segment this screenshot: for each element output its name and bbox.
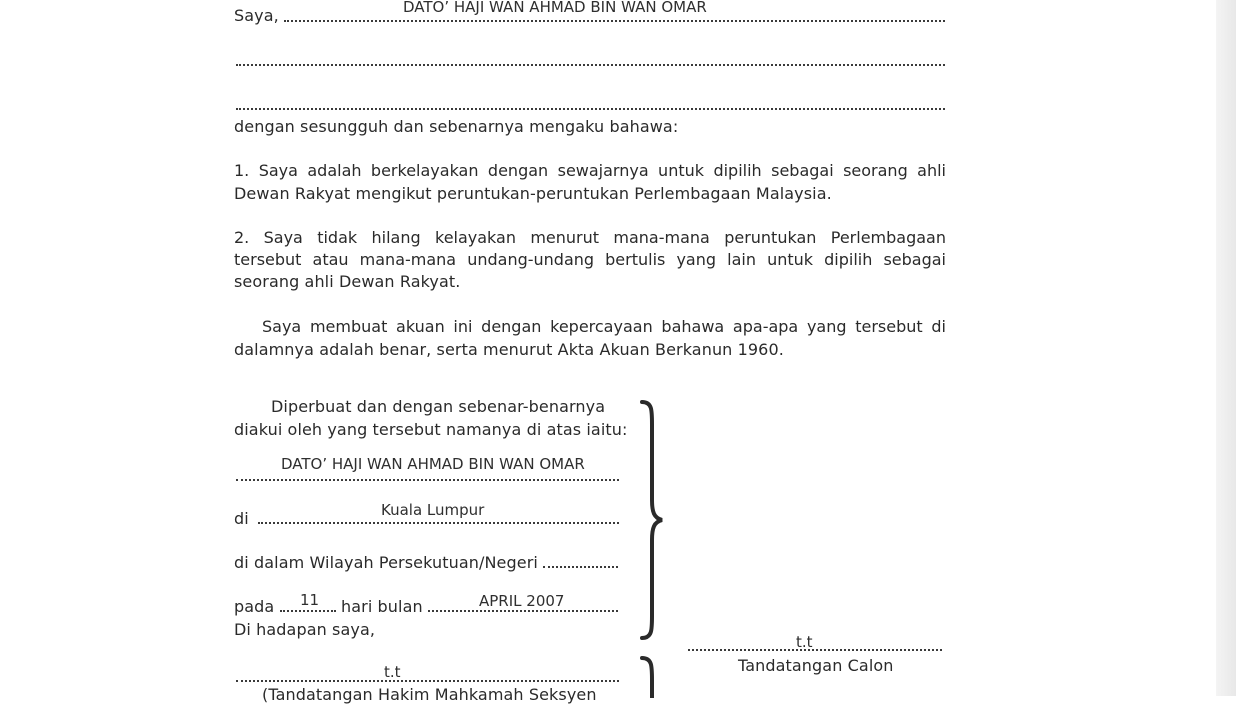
hari-bulan-label: hari bulan — [341, 597, 423, 616]
before-me-label: Di hadapan saya, — [234, 620, 376, 639]
judge-caption: (Tandatangan Hakim Mahkamah Seksyen — [262, 685, 597, 704]
month-dotted-line — [428, 610, 618, 612]
name-dotted-line — [284, 20, 945, 22]
page-edge-shadow — [1216, 0, 1236, 696]
address-dotted-line-2 — [236, 108, 945, 110]
point-2-line-3: seorang ahli Dewan Rakyat. — [234, 272, 461, 291]
pada-label: pada — [234, 597, 275, 616]
closing-line-2: dalamnya adalah benar, serta menurut Akta Akuan Berkanun 1960. — [234, 340, 784, 359]
place-dotted-line — [258, 522, 619, 524]
judge-signature-line — [236, 680, 619, 682]
month-year-filled: APRIL 2007 — [479, 592, 565, 610]
made-line-1: Diperbuat dan dengan sebenar-benarnya — [271, 397, 606, 416]
solemn-declaration-line: dengan sesungguh dan sebenarnya mengaku bahawa: — [234, 117, 679, 136]
declarant-name: DATO’ HAJI WAN AHMAD BIN WAN OMAR — [403, 0, 707, 16]
judge-signed: t.t — [384, 663, 401, 681]
point-1-line-1: 1. Saya adalah berkelayakan dengan sewajarnya untuk dipilih sebagai seorang ahli — [234, 161, 946, 180]
candidate-signed: t.t — [796, 633, 813, 651]
point-2-line-1: 2. Saya tidak hilang kelayakan menurut mana-mana peruntukan Perlembagaan — [234, 228, 946, 247]
place-filled: Kuala Lumpur — [381, 501, 485, 519]
state-dotted-line — [543, 566, 618, 568]
di-label: di — [234, 509, 249, 528]
address-dotted-line-1 — [236, 64, 945, 66]
made-line-2: diakui oleh yang tersebut namanya di atas iaitu: — [234, 420, 628, 439]
point-2-line-2: tersebut atau mana-mana undang-undang bertulis yang lain untuk dipilih sebagai — [234, 250, 946, 269]
point-1-line-2: Dewan Rakyat mengikut peruntukan-peruntukan Perlembagaan Malaysia. — [234, 184, 832, 203]
curly-brace-icon — [636, 400, 666, 640]
attested-name: DATO’ HAJI WAN AHMAD BIN WAN OMAR — [281, 455, 585, 473]
state-label: di dalam Wilayah Persekutuan/Negeri — [234, 553, 538, 572]
curly-brace-icon — [636, 656, 666, 698]
day-dotted-line — [280, 610, 336, 612]
day-filled: 11 — [300, 591, 320, 609]
closing-line-1: Saya membuat akuan ini dengan kepercayaan bahawa apa-apa yang tersebut di — [262, 317, 946, 336]
candidate-signature-line — [688, 649, 942, 651]
saya-label: Saya, — [234, 6, 279, 25]
candidate-signature-caption: Tandatangan Calon — [738, 656, 894, 675]
attested-name-line — [236, 479, 619, 481]
